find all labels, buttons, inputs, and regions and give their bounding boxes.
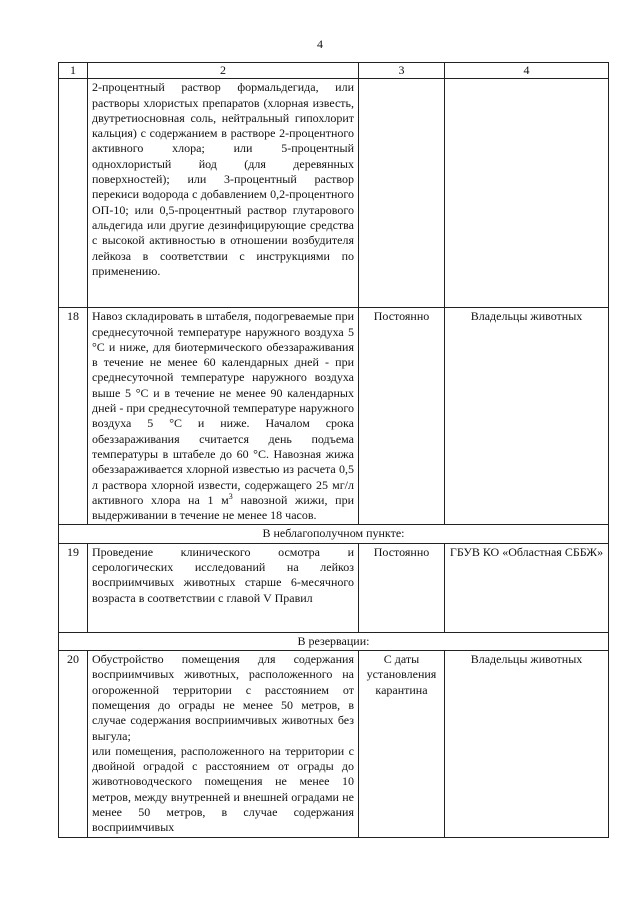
section-heading: В неблагополучном пункте: [59,525,609,543]
header-col-1: 1 [59,63,88,79]
row-number: 18 [59,308,88,525]
table-row-20 [59,651,609,838]
row-number [59,79,88,308]
section-row-unfavorable [59,525,609,543]
section-heading: В резервации: [59,632,609,650]
row-term: Постоянно [359,543,445,632]
measures-table [58,62,609,838]
row-description [88,308,359,525]
row-description-paragraph: или помещения, расположенного на территории с двойной оградой с расстоянием от ограды до животноводческого помещения не менее 10 метров, между внутренней и внешней оградами не менее 50 метров, в случае содержания восприимчивых [92,743,354,835]
row-description: Проведение клинического осмотра и серологических исследований на лейкоз восприимчивых животных старше 6-месячного возраста в соответствии с главой V Правил [88,543,359,632]
header-col-4: 4 [445,63,609,79]
row-description-paragraph: Обустройство помещения для содержания восприимчивых животных, расположенного на огороженной территории с расстоянием от помещения до ограды не менее 50 метров, в случае содержания восприимчивых животных без выгула; [92,652,354,743]
table-row-continuation [59,79,609,308]
row-number: 20 [59,651,88,838]
row-number: 19 [59,543,88,632]
row-responsible: Владельцы животных [445,651,609,838]
cubic-superscript: 3 [228,491,233,501]
row-description: 2-процентный раствор формальдегида, или растворы хлористых препаратов (хлорная известь, двутретиосновная соль, нейтральный гипохлорит кальция) с содержанием в растворе 2-процентного активного хлора; или 5-процентный однохлористый йод (для деревянных поверхностей); или 3-процентный раствор перекиси водорода с добавлением 0,2-процентного ОП-10; или 0,5-процентный раствор глутарового альдегида или другие дезинфицирующие средства с высокой активностью в отношении возбудителя лейкоза в соответствии с инструкциями по применению. [88,79,359,308]
page-number: 4 [317,37,323,51]
header-col-3: 3 [359,63,445,79]
header-col-2: 2 [88,63,359,79]
row-responsible: Владельцы животных [445,308,609,525]
row-term [359,79,445,308]
row-description [88,651,359,838]
row-responsible: ГБУВ КО «Областная СББЖ» [445,543,609,632]
row-description-part: Навоз складировать в штабеля, подогреваемые при среднесуточной температуре наружного воздуха 5 °С и ниже, для биотермического обеззараживания в течение не менее 60 календарных дней - при среднесуточной температуре наружного воздуха выше 5 °С и в течение не менее 90 календарных дней - при среднесуточной температуре наружного воздуха 5 °С и ниже. Началом срока обеззараживания считается день подъема температуры в штабеле до 60 °С. Навозная жижа обеззараживается хлорной известью из расчета 0,5 л раствора хлорной извести, содержащего 25 мг/л активного хлора на 1 м [92,309,354,507]
table-row-18 [59,308,609,525]
table-header-row [59,63,609,79]
section-row-reservation [59,632,609,650]
row-responsible [445,79,609,308]
table-row-19 [59,543,609,632]
row-term: Постоянно [359,308,445,525]
row-term: С даты установления карантина [359,651,445,838]
row-description-part: навозной жижи, при выдерживании в течение не менее 18 часов. [92,492,355,523]
